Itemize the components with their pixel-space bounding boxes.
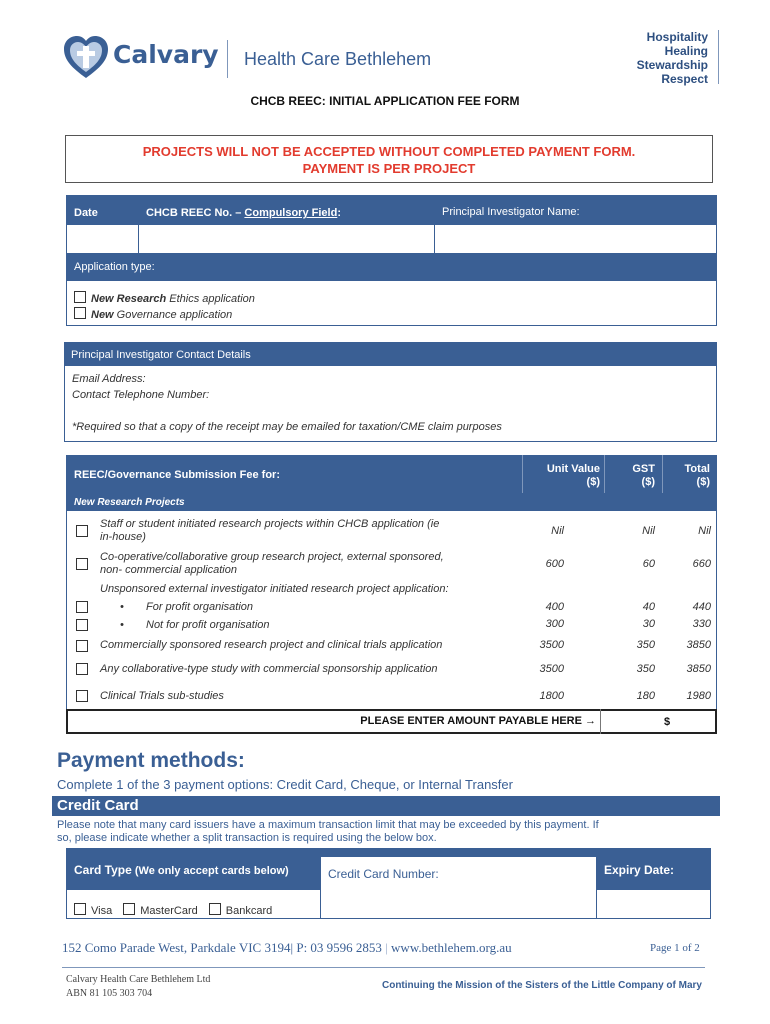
dollar-sign: $ [664, 716, 671, 728]
fee-row-bullet: • [120, 619, 124, 631]
footer-abn: ABN 81 105 303 704 [66, 988, 153, 999]
notice-line-1: PROJECTS WILL NOT BE ACCEPTED WITHOUT COMPLETED PAYMENT FORM. [142, 144, 636, 159]
reec-no-input[interactable] [139, 226, 433, 252]
fee-checkbox[interactable] [76, 663, 88, 675]
fee-checkbox[interactable] [76, 619, 88, 631]
compulsory-field: Compulsory Field [244, 207, 338, 219]
fee-row-label: Commercially sponsored research project and clinical trials application [100, 639, 443, 651]
expiry-label: Expiry Date: [604, 863, 675, 877]
total-value: 330 [692, 618, 711, 630]
amount-row-bottom [66, 732, 717, 734]
unit-value: 300 [545, 618, 564, 630]
fee-checkbox[interactable] [76, 558, 88, 570]
unit-value: 3500 [539, 663, 564, 675]
checkbox[interactable] [74, 291, 86, 303]
section-label: New Research Projects [74, 497, 185, 508]
date-input[interactable] [67, 226, 137, 252]
gst-value: 30 [642, 618, 655, 630]
footer-contact: 152 Como Parade West, Parkdale VIC 3194| P: 03 9596 2853 | www.bethlehem.org.au [62, 940, 512, 955]
total-value: 1980 [686, 690, 711, 702]
cc-number-label: Credit Card Number: [328, 867, 439, 881]
reec-no-label: CHCB REEC No. – Compulsory Field: [146, 207, 341, 219]
calvary-logo [62, 34, 110, 80]
fees-header-label: REEC/Governance Submission Fee for: [74, 469, 280, 481]
unit-value: 400 [545, 601, 564, 613]
value-item: Stewardship [636, 58, 708, 72]
total-value: 3850 [686, 639, 711, 651]
fee-checkbox[interactable] [76, 525, 88, 537]
expiry-input[interactable] [597, 891, 710, 918]
pi-name-label: Principal Investigator Name: [442, 206, 580, 218]
app-type-label: Application type: [74, 261, 155, 273]
card-option-bankcard[interactable]: Bankcard [209, 905, 272, 917]
footer-phone: P: 03 9596 2853 [296, 940, 382, 955]
credit-card-header [52, 796, 720, 816]
value-item: Healing [664, 44, 708, 58]
col-unit-header: Unit Value ($) [546, 463, 600, 488]
gst-value: 180 [636, 690, 655, 702]
fee-checkbox[interactable] [76, 690, 88, 702]
contact-header-label: Principal Investigator Contact Details [71, 349, 251, 361]
pi-name-input[interactable] [435, 226, 716, 252]
unit-value: 3500 [539, 639, 564, 651]
credit-card-title: Credit Card [57, 797, 139, 814]
email-label[interactable]: Email Address: [72, 373, 146, 385]
checkbox[interactable] [209, 903, 221, 915]
fee-checkbox[interactable] [76, 640, 88, 652]
unit-value: 1800 [539, 690, 564, 702]
page-number: Page 1 of 2 [650, 942, 700, 954]
card-options [74, 903, 272, 917]
option-new-research[interactable]: New Research Ethics application [74, 291, 255, 305]
footer-address: 152 Como Parade West, Parkdale VIC 3194 [62, 940, 291, 955]
checkbox[interactable] [74, 903, 86, 915]
fee-row-label: Clinical Trials sub-studies [100, 690, 224, 702]
cc-number-input[interactable] [321, 891, 596, 918]
amount-payable-input[interactable] [601, 711, 715, 732]
card-type-label: Card Type (We only accept cards below) [74, 863, 289, 877]
fee-row-label: Any collaborative-type study with commercial sponsorship application [100, 663, 438, 675]
fee-row-label: Staff or student initiated research projects within CHCB application (ie in-house) [100, 518, 440, 543]
fee-row-label: Not for profit organisation [146, 619, 270, 631]
fee-row-bullet: • [120, 601, 124, 613]
value-item: Hospitality [646, 30, 708, 44]
org-name: Health Care Bethlehem [244, 49, 432, 69]
heart-cross-icon [62, 34, 110, 80]
receipt-note: *Required so that a copy of the receipt may be emailed for taxation/CME claim purposes [72, 421, 502, 433]
amount-row-left-border [66, 709, 68, 734]
checkbox[interactable] [123, 903, 135, 915]
option-new-governance[interactable]: New Governance application [74, 307, 232, 321]
app-type-header [66, 253, 717, 281]
footer-mission: Continuing the Mission of the Sisters of the Little Company of Mary [381, 980, 702, 991]
amount-payable-label: PLEASE ENTER AMOUNT PAYABLE HERE → [360, 715, 596, 727]
footer-rule [62, 967, 705, 968]
form-title: CHCB REEC: INITIAL APPLICATION FEE FORM [250, 94, 520, 108]
value-item: Respect [661, 72, 708, 86]
values-list [600, 30, 708, 86]
total-value: 660 [692, 558, 711, 570]
col-gst-header: GST ($) [632, 463, 655, 488]
card-option-mastercard[interactable]: MasterCard [123, 905, 197, 917]
fee-checkbox[interactable] [76, 601, 88, 613]
fee-row-label: For profit organisation [146, 601, 253, 613]
footer-website[interactable]: www.bethlehem.org.au [391, 940, 512, 955]
amount-row-right-border [715, 709, 717, 734]
notice-line-2: PAYMENT IS PER PROJECT [302, 161, 476, 176]
notice-box [65, 135, 713, 183]
cc-note: Please note that many card issuers have a maximum transaction limit that may be exceeded by this payment. If so, please indicate whether a split transaction is required using the below box. [57, 819, 599, 844]
col-total-header: Total ($) [684, 463, 710, 488]
unit-value: 600 [545, 558, 564, 570]
checkbox[interactable] [74, 307, 86, 319]
payment-title: Payment methods: [57, 749, 245, 772]
phone-label[interactable]: Contact Telephone Number: [72, 389, 210, 401]
fee-row-label: Co-operative/collaborative group research project, external sponsored, non- commercial application [100, 551, 444, 576]
payment-subtitle: Complete 1 of the 3 payment options: Credit Card, Cheque, or Internal Transfer [57, 777, 513, 792]
unit-value: Nil [551, 525, 564, 537]
gst-value: 350 [636, 639, 655, 651]
logo-divider [227, 40, 228, 78]
fee-row-heading: Unsponsored external investigator initiated research project application: [100, 583, 449, 595]
card-option-visa[interactable]: Visa [74, 905, 112, 917]
date-label: Date [74, 207, 98, 219]
gst-value: 40 [642, 601, 655, 613]
values-divider [718, 30, 719, 84]
total-value: Nil [698, 525, 711, 537]
gst-value: 60 [642, 558, 655, 570]
footer-company: Calvary Health Care Bethlehem Ltd [66, 974, 211, 985]
total-value: 440 [692, 601, 711, 613]
logo-wordmark: Calvary [113, 40, 219, 69]
gst-value: Nil [642, 525, 655, 537]
total-value: 3850 [686, 663, 711, 675]
gst-value: 350 [636, 663, 655, 675]
